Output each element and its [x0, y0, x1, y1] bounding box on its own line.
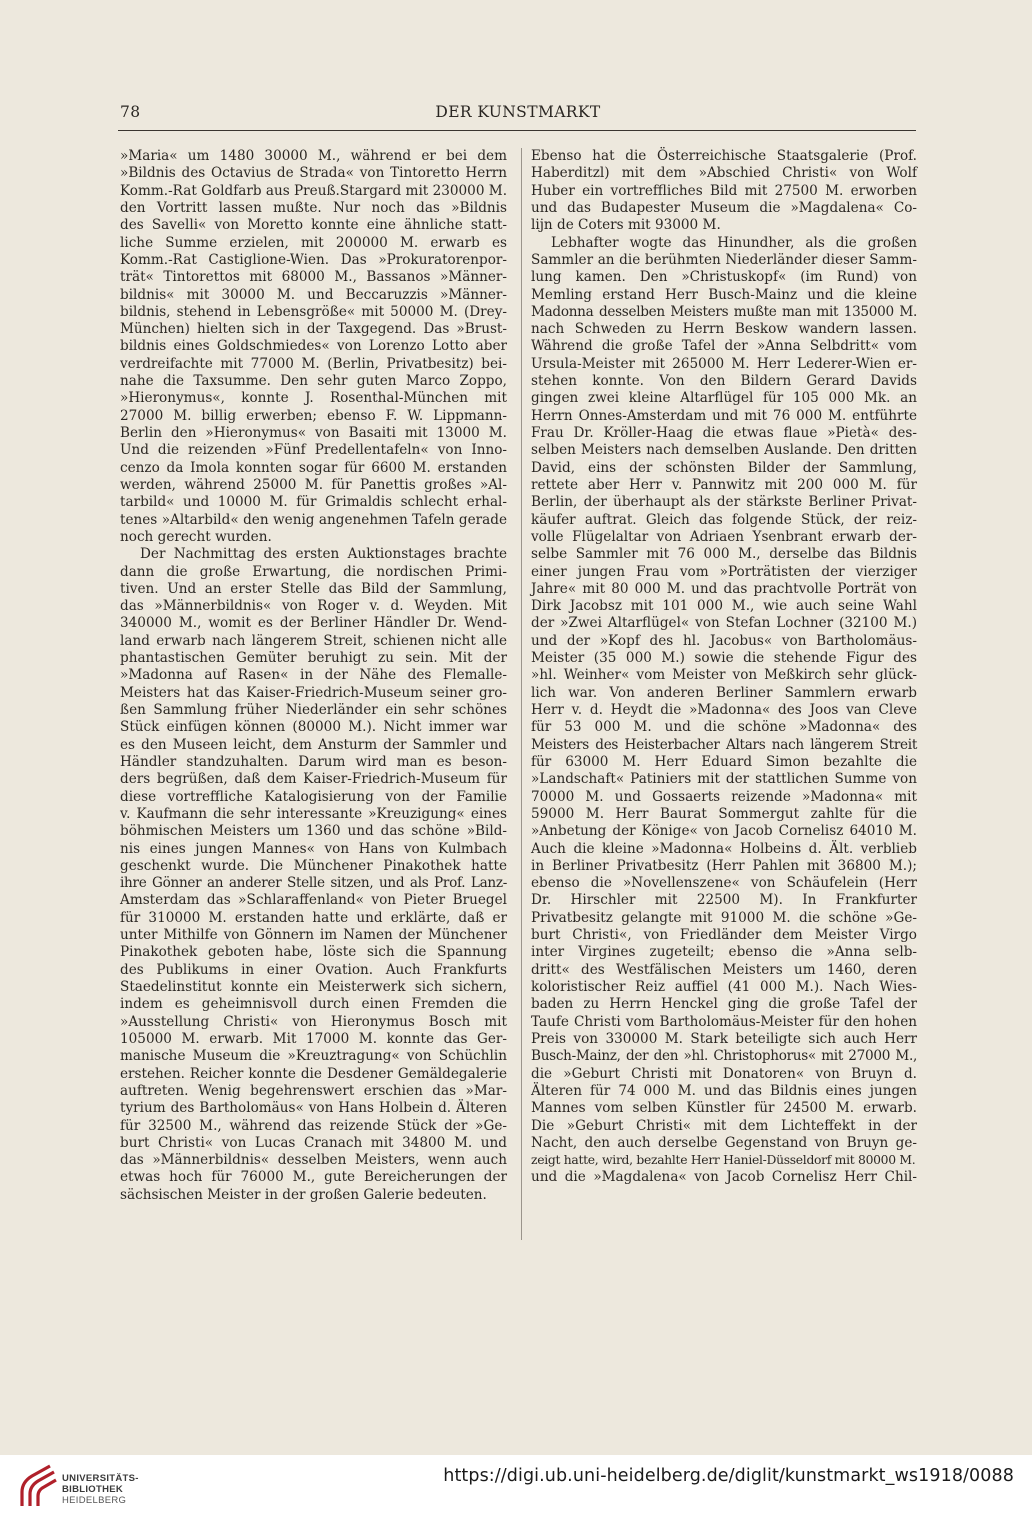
- text-line: Während die große Tafel der »Anna Selbdritt« vom: [531, 338, 917, 355]
- text-line: und die »Magdalena« von Jacob Cornelisz Herr Chil-: [531, 1169, 917, 1186]
- text-line: tenes »Altarbild« den wenig angenehmen Tafeln gerade: [120, 511, 507, 528]
- running-title: DER KUNSTMARKT: [435, 103, 601, 121]
- text-line: burt Christi« von Lucas Cranach mit 34800 M. und: [120, 1134, 507, 1151]
- text-line: Nacht, den auch derselbe Gegenstand von Bruyn ge-: [531, 1134, 917, 1151]
- text-line: nis eines jungen Mannes« von Hans von Kulmbach: [120, 840, 507, 857]
- text-line: sächsischen Meister in der großen Galerie bedeuten.: [120, 1186, 487, 1203]
- column-divider: [521, 148, 522, 1240]
- text-line: das »Männerbildnis« desselben Meisters, wenn auch: [120, 1152, 507, 1169]
- text-line: phantastischen Gemüter beruhigt zu sein. Mit der: [120, 650, 507, 667]
- text-line: koloristischer Reiz auffiel (41 000 M.). Nach Wies-: [531, 979, 917, 995]
- header-rule: [118, 130, 916, 131]
- text-line: es den Museen leicht, dem Ansturm der Sammler und: [120, 736, 507, 753]
- text-line: einer jungen Frau vom »Porträtisten der vierziger: [531, 563, 917, 580]
- text-line: Ebenso hat die Österreichische Staatsgalerie (Prof.: [531, 148, 917, 164]
- text-line: und der »Kopf des hl. Jacobus« von Bartholomäus-: [531, 632, 917, 649]
- library-name-line1: UNIVERSITÄTS-: [62, 1473, 139, 1484]
- text-line: der »Zwei Altarflügel« von Stefan Lochner (32100 M.): [531, 615, 917, 632]
- text-line: Mannes vom selben Künstler für 24500 M. erwarb.: [531, 1100, 917, 1117]
- text-line: den Vortritt lassen mußte. Nur noch das »Bildnis: [120, 199, 507, 216]
- text-line: Und die reizenden »Fünf Predellentafeln« von Inno-: [120, 442, 507, 459]
- text-line: Komm.-Rat Castiglione-Wien. Das »Prokuratorenpor-: [120, 251, 507, 268]
- text-line: Berlin, der überhaupt als der stärkste Berliner Privat-: [531, 494, 917, 511]
- text-line: in Berliner Privatbesitz (Herr Pahlen mit 36800 M.);: [531, 857, 917, 874]
- text-line: lijn de Coters mit 93000 M.: [531, 217, 721, 234]
- text-line: Dr. Hirschler mit 22500 M). In Frankfurter: [531, 892, 917, 909]
- text-line: etwas hoch für 76000 M., gute Bereicherungen der: [120, 1169, 507, 1186]
- text-line: dann die große Erwartung, die nordischen Primi-: [120, 563, 507, 580]
- text-line: »Ausstellung Christi« von Hieronymus Bosch mit: [120, 1013, 507, 1030]
- library-name-line3: HEIDELBERG: [62, 1495, 127, 1506]
- text-line: 27000 M. billig erwerben; ebenso F. W. Lippmann-: [120, 407, 507, 424]
- text-line: »hl. Weinher« vom Meister von Meßkirch sehr glück-: [531, 667, 917, 684]
- text-line: des Savelli« von Moretto konnte eine ähnliche statt-: [120, 217, 507, 234]
- text-line: stehen konnte. Von den Bildern Gerard Davids: [531, 373, 917, 390]
- text-line: cenzo da Imola konnten sogar für 6600 M. erstanden: [120, 459, 507, 476]
- text-line: Haberditzl) mit dem »Abschied Christi« von Wolf: [531, 165, 917, 182]
- text-line: Auch die kleine »Madonna« Holbeins d. Ält. verblieb: [531, 840, 917, 857]
- text-line: indem es geheimnisvoll durch einen Fremden die: [120, 996, 507, 1013]
- text-line: baden zu Herrn Henckel ging die große Tafel der: [531, 996, 917, 1013]
- text-line: Der Nachmittag des ersten Auktionstages brachte: [140, 546, 507, 563]
- text-line: Ursula-Meister mit 265000 M. Herr Lederer-Wien er-: [531, 355, 917, 372]
- text-line: trät« Tintorettos mit 68000 M., Bassanos »Männer-: [120, 269, 507, 286]
- text-line: »Bildnis des Octavius de Strada« von Tintoretto Herrn: [120, 165, 507, 182]
- text-line: »Hieronymus«, konnte J. Rosenthal-München mit: [120, 390, 507, 407]
- text-line: Die »Geburt Christi« mit dem Lichteffekt in der: [531, 1117, 917, 1134]
- text-line: ders begrüßen, daß dem Kaiser-Friedrich-Museum für: [120, 771, 507, 788]
- text-line: Busch-Mainz, der den »hl. Christophorus« mit 27000 M.,: [531, 1048, 917, 1065]
- text-line: burt Christi«, von Friedländer dem Meister Virgo: [531, 927, 917, 944]
- text-line: geschenkt wurde. Die Münchener Pinakothek hatte: [120, 857, 507, 874]
- text-line: v. Kaufmann die sehr interessante »Kreuzigung« eines: [120, 805, 507, 822]
- text-line: München) hielten sich in der Taxgegend. Das »Brust-: [120, 321, 507, 338]
- text-line: diese vortreffliche Katalogisierung von der Familie: [120, 788, 507, 805]
- text-line: noch gerecht wurden.: [120, 528, 272, 545]
- text-line: Meisters des Heisterbacher Altars nach längerem Streit: [531, 736, 917, 753]
- text-line: für 32500 M., während das reizende Stück der »Ge-: [120, 1117, 507, 1134]
- text-line: Sammler an die berühmten Niederländer dieser Samm-: [531, 251, 917, 268]
- text-line: unter Mithilfe von Gönnern im Namen der Münchener: [120, 927, 507, 944]
- text-line: auftreten. Wenig begehrenswert erschien das »Mar-: [120, 1082, 507, 1099]
- text-line: land erwarb nach längerem Streit, schienen nicht alle: [120, 632, 507, 649]
- text-line: »Maria« um 1480 30000 M., während er bei dem: [120, 148, 507, 164]
- text-line: Dirk Jacobsz mit 101 000 M., wie auch seine Wahl: [531, 598, 917, 615]
- text-line: lich war. Von anderen Berliner Sammlern erwarb: [531, 684, 917, 701]
- text-line: Memling erstand Herr Busch-Mainz und die kleine: [531, 286, 917, 303]
- text-line: bildnis« mit 30000 M. und Beccaruzzis »Männer-: [120, 286, 507, 303]
- text-line: Meister (35 000 M.) sowie die stehende Figur des: [531, 650, 917, 667]
- text-line: erstehen. Reicher konnte die Desdener Gemäldegalerie: [120, 1065, 507, 1082]
- text-line: Amsterdam das »Schlaraffenland« von Pieter Bruegel: [120, 892, 507, 909]
- text-line: Händler standzuhalten. Darum wird man es beson-: [120, 753, 507, 770]
- text-line: liche Summe erzielen, mit 200000 M. erwarb es: [120, 234, 507, 251]
- right-column: [531, 148, 917, 1187]
- library-name: [62, 1473, 139, 1506]
- text-line: ßen Sammlung früher Niederländer ein sehr schönes: [120, 702, 507, 718]
- text-line: ebenso die »Novellenszene« von Schäufelein (Herr: [531, 875, 917, 892]
- text-line: Herrn Onnes-Amsterdam und mit 76 000 M. entführte: [531, 407, 917, 424]
- text-line: Huber ein vortreffliches Bild mit 27500 M. erworben: [531, 182, 917, 199]
- left-column: [120, 148, 507, 1204]
- text-line: Pinakothek geboten habe, löste sich die Spannung: [120, 944, 507, 961]
- text-line: Madonna desselben Meisters mußte man mit 135000 M.: [531, 303, 917, 320]
- text-line: tiven. Und an erster Stelle das Bild der Sammlung,: [120, 580, 507, 597]
- text-line: das »Männerbildnis« von Roger v. d. Weyden. Mit: [120, 598, 507, 615]
- text-line: 105000 M. erwarb. Mit 17000 M. konnte das Ger-: [120, 1030, 507, 1047]
- text-line: die »Geburt Christi mit Donatoren« von Bruyn d.: [531, 1065, 917, 1082]
- text-line: dritt« des Westfälischen Meisters um 1460, deren: [531, 961, 917, 978]
- text-line: und das Budapester Museum die »Magdalena« Co-: [531, 199, 917, 216]
- text-line: Berlin den »Hieronymus« von Basaiti mit 13000 M.: [120, 425, 507, 441]
- page-number: 78: [120, 103, 141, 121]
- text-line: käufer auftrat. Gleich das folgende Stück, der reiz-: [531, 511, 917, 528]
- text-line: für 310000 M. erstanden hatte und erklärte, daß er: [120, 909, 507, 926]
- text-line: böhmischen Meisters um 1360 und das schöne »Bild-: [120, 823, 507, 840]
- text-line: für 63000 M. Herr Eduard Simon bezahlte die: [531, 753, 917, 770]
- text-line: Komm.-Rat Goldfarb aus Preuß.Stargard mit 230000 M.: [120, 182, 508, 199]
- text-line: werden, während 25000 M. für Panettis großes »Al-: [120, 476, 507, 493]
- text-line: Staedelinstitut konnte ein Meisterwerk sich sichern,: [120, 979, 507, 995]
- text-line: lung kamen. Den »Christuskopf« (im Rund) von: [531, 269, 917, 286]
- text-line: verdreifachte mit 77000 M. (Berlin, Privatbesitz) bei-: [120, 355, 507, 372]
- permalink-url[interactable]: https://digi.ub.uni-heidelberg.de/diglit/kunstmarkt_ws1918/0088: [443, 1466, 1014, 1486]
- text-line: des Publikums in einer Ovation. Auch Frankfurts: [120, 961, 507, 978]
- text-line: Lebhafter wogte das Hinundher, als die großen: [551, 234, 917, 251]
- text-line: selben Meisters nach demselben Auslande. Den dritten: [531, 442, 917, 459]
- text-line: 59000 M. Herr Baurat Sommergut zahlte für die: [531, 805, 917, 822]
- text-line: zeigt hatte, wird, bezahlte Herr Haniel-Düsseldorf mit 80000 M.: [531, 1153, 916, 1168]
- text-line: 340000 M., womit es der Berliner Händler Dr. Wend-: [120, 615, 507, 632]
- text-line: Privatbesitz gelangte mit 91000 M. die schöne »Ge-: [531, 909, 917, 926]
- text-line: bildnis, stehend in Lebensgröße« mit 50000 M. (Drey-: [120, 303, 507, 320]
- text-line: Frau Dr. Kröller-Haag die etwas flaue »Pietà« des-: [531, 425, 917, 441]
- library-name-line2: BIBLIOTHEK: [62, 1484, 124, 1495]
- text-line: selbe Sammler mit 76 000 M., derselbe das Bildnis: [531, 546, 917, 563]
- text-line: Meisters hat das Kaiser-Friedrich-Museum seiner gro-: [120, 684, 507, 701]
- text-line: Preis von 330000 M. Stark beteiligte sich auch Herr: [531, 1030, 917, 1047]
- text-line: bildnis eines Goldschmiedes« von Lorenzo Lotto aber: [120, 338, 507, 355]
- text-line: Stück einfügen können (80000 M.). Nicht immer war: [120, 719, 507, 736]
- text-line: Jahre« mit 80 000 M. und das prachtvolle Porträt von: [531, 580, 917, 597]
- text-line: tyrium des Bartholomäus« von Hans Holbein d. Älteren: [120, 1100, 507, 1117]
- text-line: manische Museum die »Kreuztragung« von Schüchlin: [120, 1048, 507, 1065]
- text-line: ihre Gönner an anderer Stelle sitzen, und als Prof. Lanz-: [120, 875, 507, 892]
- text-line: Herr v. d. Heydt die »Madonna« des Joos van Cleve: [531, 702, 917, 718]
- text-line: rettete aber Herr v. Pannwitz mit 200 000 M. für: [531, 476, 917, 493]
- university-library-logo-icon: [14, 1462, 58, 1510]
- text-line: tarbild« und 10000 M. für Grimaldis schlecht erhal-: [120, 494, 507, 511]
- text-line: inter Virgines zugeteilt; ebenso die »Anna selb-: [531, 944, 917, 961]
- text-line: volle Flügelaltar von Adriaen Ysenbrant erwarb der-: [531, 528, 917, 545]
- text-line: 70000 M. und Gossaerts reizende »Madonna« mit: [531, 788, 917, 805]
- text-line: Älteren für 74 000 M. und das Bildnis eines jungen: [531, 1082, 917, 1099]
- text-line: nach Schweden zu Herrn Beskow wandern lassen.: [531, 321, 917, 338]
- text-line: gingen zwei kleine Altarflügel für 105 000 Mk. an: [531, 390, 917, 407]
- text-line: nahe die Taxsumme. Den sehr guten Marco Zoppo,: [120, 373, 507, 390]
- text-line: David, eins der schönsten Bilder der Sammlung,: [531, 459, 917, 476]
- text-line: »Madonna auf Rasen« in der Nähe des Flemalle-: [120, 667, 507, 684]
- running-header: [120, 103, 916, 125]
- text-line: für 53 000 M. und die schöne »Madonna« des: [531, 719, 917, 736]
- text-line: Taufe Christi vom Bartholomäus-Meister für den hohen: [531, 1013, 917, 1030]
- text-line: »Anbetung der Könige« von Jacob Cornelisz 64010 M.: [531, 823, 917, 840]
- text-line: »Landschaft« Patiniers mit der stattlichen Summe von: [531, 771, 917, 788]
